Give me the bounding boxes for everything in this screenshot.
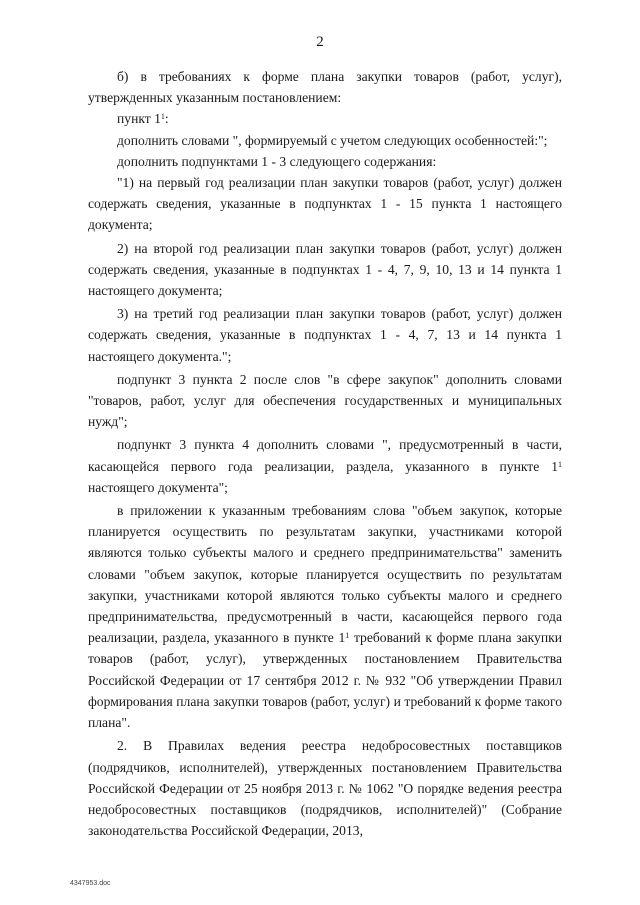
paragraph-prilozhenie: в приложении к указанным требованиям слова "объем закупок, которые планируется осуществить по результатам закупки, участниками которой являются только субъекты малого и среднего предпринимательства" заменить словами "объем закупок, которые планируется осуществить по результатам закупки, участниками которой являются только субъекты малого и среднего предпринимательства, предусмотренный в части, касающейся первого года реализации, раздела, указанного в пункте $1^1$ требований к форме плана закупки товаров (работ, услуг), утвержденных постановлением Правительства Российской Федерации от 17 сентября 2012 г. № 932 "Об утверждении Правил формирования плана закупки товаров (работ, услуг) и требований к форме такого плана". [88,503,562,731]
paragraph-podpunkt-3-punkt-4: подпункт 3 пункта 4 дополнить словами ", предусмотренный в части, касающейся первого года реализации, раздела, указанного в пункте $1^1$ настоящего документа"; [88,437,562,495]
paragraph-punkt-1 [88,108,562,129]
punkt-label: пункт 1 [117,111,161,127]
paragraph-year-3: 3) на третий год реализации план закупки товаров (работ, услуг) должен содержать сведения, указанные в подпунктах 1 - 4, 7, 13 и 14 пункта 1 настоящего документа."; [88,306,562,364]
paragraph-year-2: 2) на второй год реализации план закупки товаров (работ, услуг) должен содержать сведения, указанные в подпунктах 1 - 4, 7, 9, 10, 13 и 14 пункта 1 настоящего документа; [88,240,562,299]
paragraph-dopolnit-slovami: дополнить словами ", формируемый с учетом следующих особенностей:"; [117,132,548,148]
paragraph-dopolnit-podpunktami: дополнить подпунктами 1 - 3 следующего содержания: [117,153,437,169]
paragraph-year-1: "1) на первый год реализации план закупки товаров (работ, услуг) должен содержать сведения, указанные в подпунктах 1 - 15 пункта 1 настоящего документа; [88,175,562,233]
document-body [88,66,562,841]
paragraph-b: б) в требованиях к форме плана закупки товаров (работ, услуг), утвержденных указанным постановлением: [88,69,562,106]
file-name-footer: 4347953.doc [70,880,111,887]
superscript-1: 1 [160,112,165,122]
paragraph-podpunkt-3-punkt-2: подпункт 3 пункта 2 после слов "в сфере закупок" дополнить словами "товаров, работ, услуг для обеспечения государственных и муниципальных нужд"; [88,371,562,430]
colon: : [164,111,169,127]
paragraph-section-2: 2. В Правилах ведения реестра недобросовестных поставщиков (подрядчиков, исполнителей), утвержденных постановлением Правительства Российской Федерации от 25 ноября 2013 г. № 1062 "О порядке ведения реестра недобросовестных поставщиков (подрядчиков, исполнителей)" (Собрание законодательства Российской Федерации, 2013, [88,738,562,839]
superscript-1: 1 [558,459,562,469]
page-number: 2 [316,34,324,50]
superscript-1: 1 [345,631,350,641]
